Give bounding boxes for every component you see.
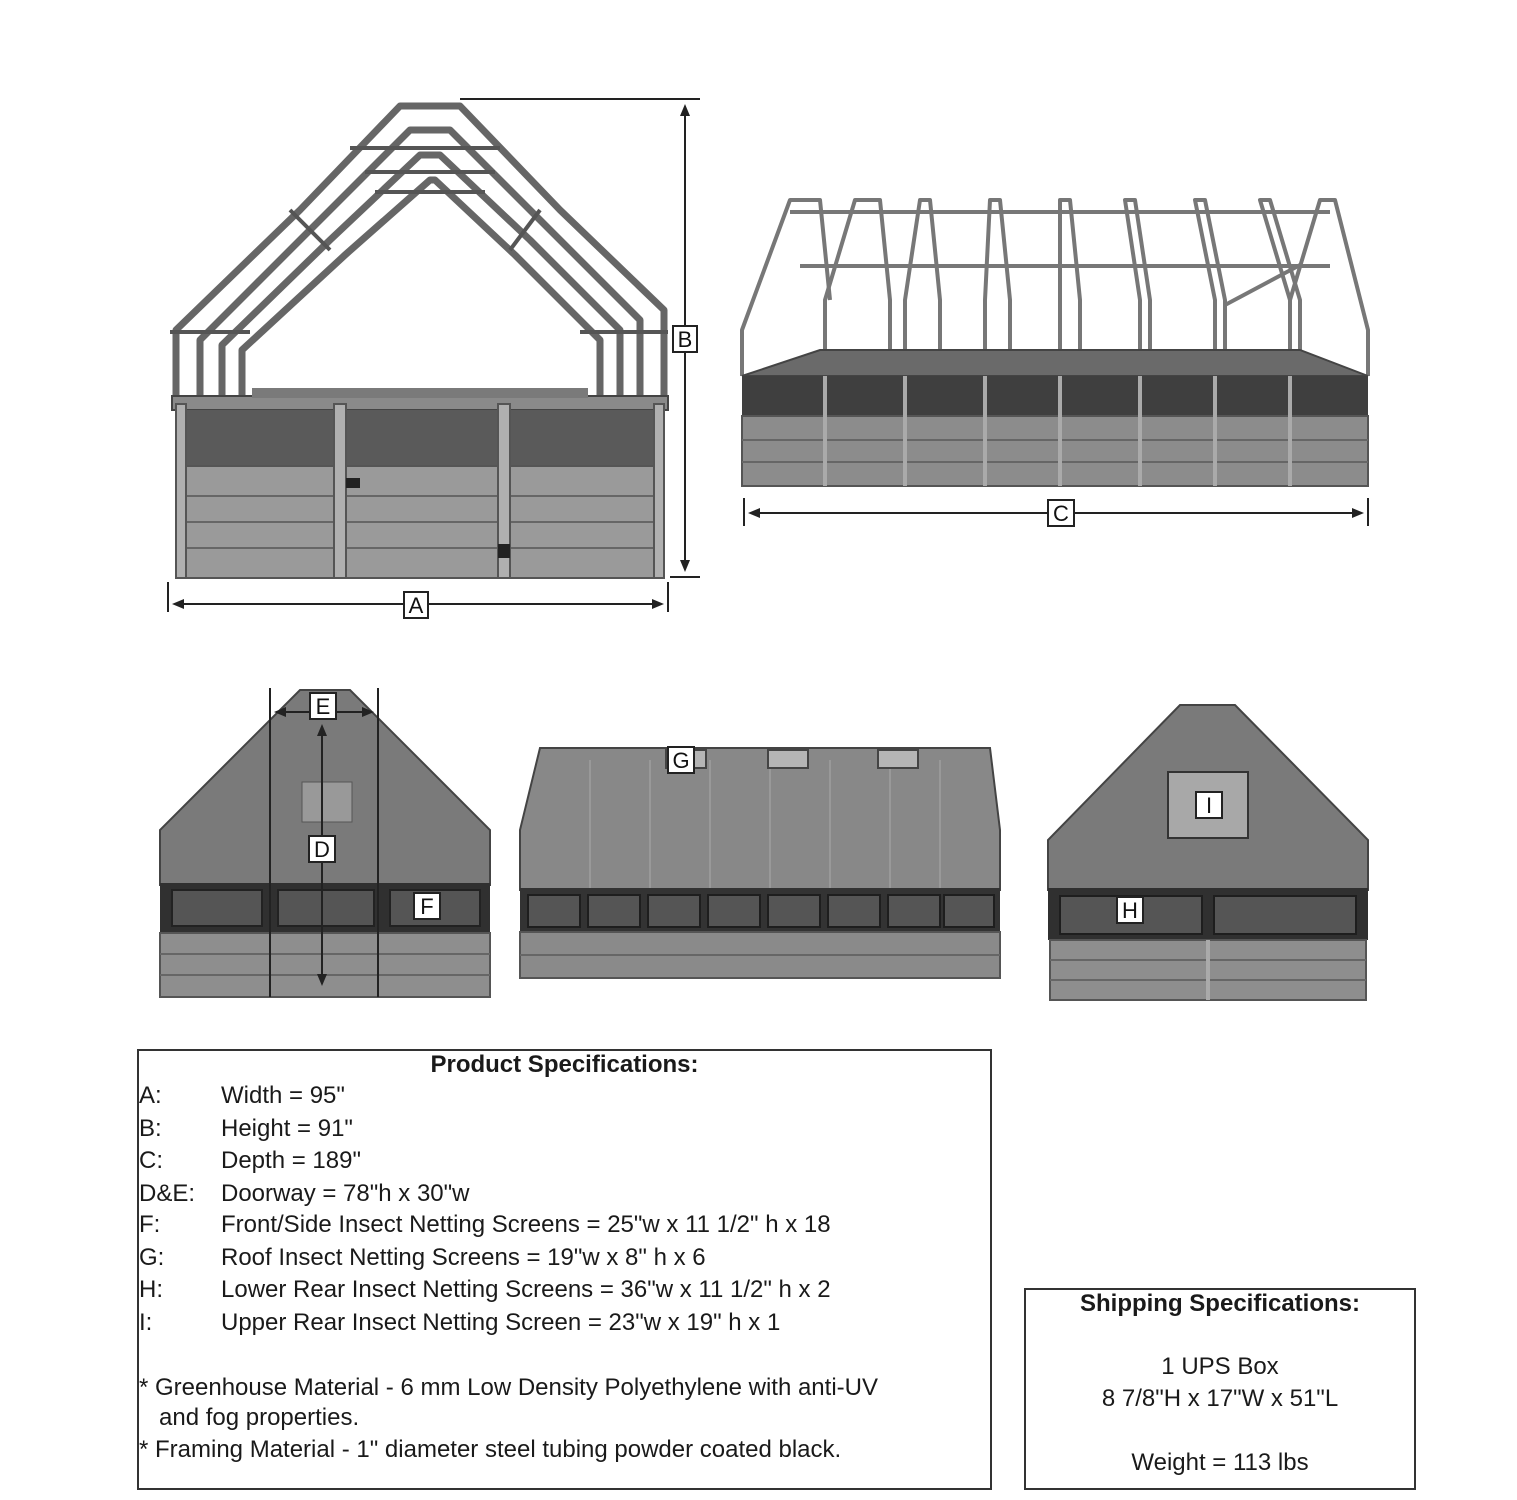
covered-rear-view bbox=[1048, 705, 1368, 1000]
spec-key: A: bbox=[139, 1082, 162, 1109]
label-i: I bbox=[1205, 793, 1213, 818]
spec-key: G: bbox=[139, 1244, 165, 1271]
shipping-box-dimensions: 8 7/8"H x 17"W x 51"L bbox=[1101, 1385, 1339, 1412]
label-a: A bbox=[408, 593, 424, 618]
shipping-specifications-title: Shipping Specifications: bbox=[1079, 1290, 1361, 1317]
front-frame-view bbox=[168, 99, 700, 618]
side-frame-view bbox=[742, 200, 1368, 526]
product-specifications-box bbox=[137, 1049, 992, 1490]
spec-key: D&E: bbox=[139, 1180, 196, 1207]
covered-side-view bbox=[520, 747, 1000, 978]
shipping-weight: Weight = 113 lbs bbox=[1131, 1449, 1309, 1476]
note-greenhouse-material-cont: and fog properties. bbox=[139, 1404, 360, 1431]
spec-value: Roof Insect Netting Screens = 19"w x 8" h x 6 bbox=[221, 1244, 706, 1271]
label-c: C bbox=[1053, 501, 1069, 526]
spec-value: Lower Rear Insect Netting Screens = 36"w x 11 1/2" h x 2 bbox=[221, 1276, 831, 1303]
note-greenhouse-material: * Greenhouse Material - 6 mm Low Density Polyethylene with anti-UV bbox=[139, 1374, 878, 1401]
spec-key: C: bbox=[139, 1147, 163, 1174]
label-h: H bbox=[1122, 898, 1138, 923]
shipping-box-count: 1 UPS Box bbox=[1161, 1353, 1279, 1380]
label-g: G bbox=[672, 748, 690, 773]
note-framing-material: * Framing Material - 1" diameter steel tubing powder coated black. bbox=[139, 1436, 842, 1463]
shipping-specifications-box bbox=[1024, 1288, 1416, 1490]
spec-value: Height = 91" bbox=[221, 1115, 353, 1142]
spec-value: Doorway = 78"h x 30"w bbox=[221, 1180, 470, 1207]
spec-value: Front/Side Insect Netting Screens = 25"w x 11 1/2" h x 18 bbox=[221, 1211, 831, 1238]
spec-key: F: bbox=[139, 1211, 161, 1238]
covered-front-view bbox=[160, 688, 490, 997]
spec-value: Upper Rear Insect Netting Screen = 23"w x 19" h x 1 bbox=[221, 1309, 781, 1336]
spec-key: B: bbox=[139, 1115, 162, 1142]
spec-key: I: bbox=[139, 1309, 153, 1336]
spec-value: Width = 95" bbox=[221, 1082, 345, 1109]
spec-key: H: bbox=[139, 1276, 163, 1303]
label-d: D bbox=[314, 837, 330, 862]
label-e: E bbox=[315, 694, 331, 719]
label-f: F bbox=[420, 894, 434, 919]
spec-value: Depth = 189" bbox=[221, 1147, 361, 1174]
product-specifications-title: Product Specifications: bbox=[430, 1051, 699, 1078]
label-b: B bbox=[677, 327, 693, 352]
